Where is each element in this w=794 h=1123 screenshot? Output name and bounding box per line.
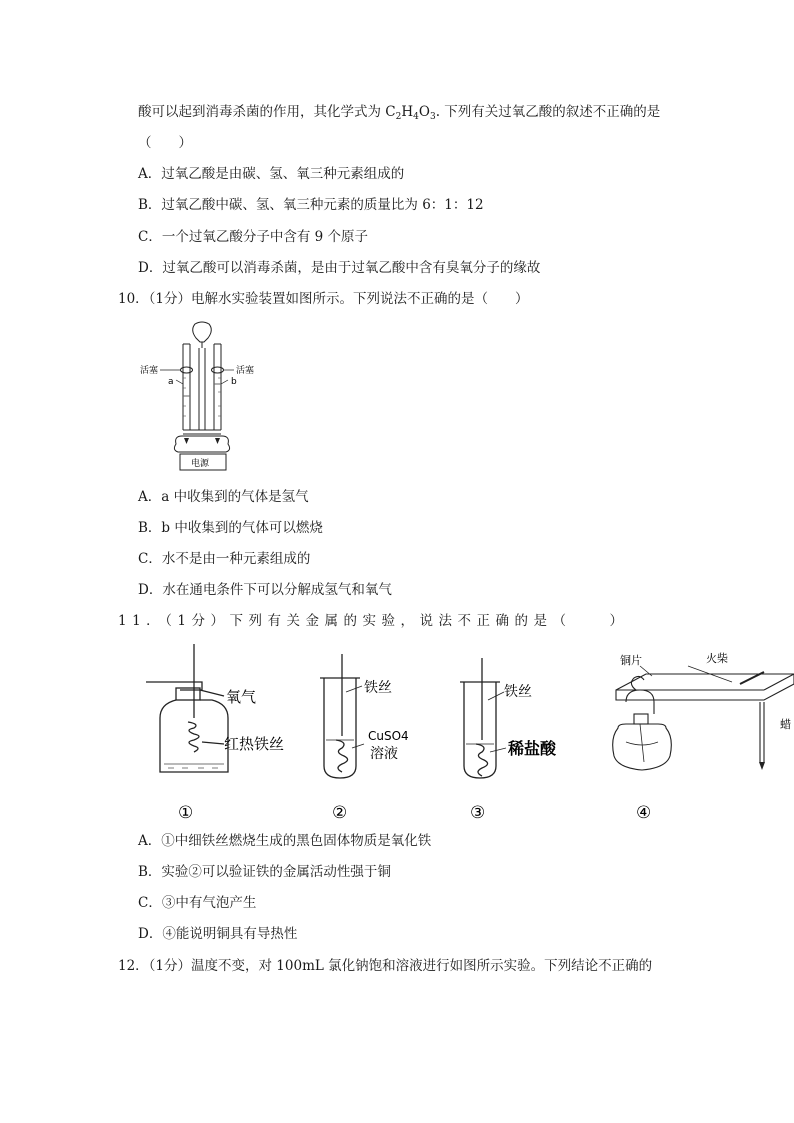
fig11-exp2-wire-label: 铁丝 — [364, 680, 392, 696]
fig11-exp4-apparatus — [613, 666, 794, 770]
q9-option-b: B．过氧乙酸中碳、氢、氧三种元素的质量比为 6：1：12 — [138, 197, 484, 213]
q12-stem: 12．（1分）温度不变，对 100mL 氯化钠饱和溶液进行如图所示实验。下列结论不正确的 — [118, 958, 653, 974]
fig11-exp1-bottle — [146, 644, 228, 772]
fig11-cuso4-label: CuSO4 — [368, 729, 409, 743]
fig11-exp3-test-tube — [460, 658, 506, 778]
fig11-match-label: 火柴 — [706, 652, 728, 665]
fig11-exp1-number: ① — [178, 803, 194, 823]
q9-option-d: D．过氧乙酸可以消毒杀菌，是由于过氧乙酸中含有臭氧分子的缘故 — [138, 260, 541, 276]
q11-option-c: C．③中有气泡产生 — [138, 895, 257, 911]
q11-option-d: D．④能说明铜具有导热性 — [138, 926, 298, 942]
fig11-wax-label: 蜡 — [780, 718, 791, 731]
fig11-dilute-hcl-label: 稀盐酸 — [508, 739, 557, 758]
q10-option-b: B．b 中收集到的气体可以燃烧 — [138, 520, 323, 536]
fig10-power-label: 电源 — [191, 459, 210, 469]
q11-option-a: A．①中细铁丝燃烧生成的黑色固体物质是氧化铁 — [138, 833, 432, 849]
fig10-stopcock-right-label: 活塞 — [236, 366, 255, 376]
q10-stem: 10．（1分）电解水实验装置如图所示。下列说法不正确的是（ ） — [118, 291, 529, 307]
fig11-solution-label: 溶液 — [370, 746, 398, 762]
q11-stem: 11．（1分）下列有关金属的实验，说法不正确的是（ ） — [118, 613, 629, 629]
q9-option-a: A．过氧乙酸是由碳、氢、氧三种元素组成的 — [138, 166, 405, 182]
q11-option-b: B．实验②可以验证铁的金属活动性强于铜 — [138, 864, 391, 880]
electrode-left-icon — [184, 438, 189, 444]
fig11-oxygen-label: 氧气 — [226, 688, 257, 706]
fig11-hot-wire-label: 红热铁丝 — [224, 735, 285, 753]
electrolysis-apparatus-figure — [138, 318, 255, 474]
q9-option-c: C．一个过氧乙酸分子中含有 9 个原子 — [138, 229, 369, 245]
fig11-exp3-wire-label: 铁丝 — [504, 684, 532, 700]
q9-stem-line1: 酸可以起到消毒杀菌的作用，其化学式为 $C_2H_4O_3$. 下列有关过氧乙酸的叙述不正确的是 — [138, 104, 661, 122]
fig11-exp4-number: ④ — [636, 803, 652, 823]
fig11-wax-drop-icon — [759, 762, 765, 770]
fig10-tube-b-label: b — [231, 377, 237, 387]
fig11-exp2-test-tube — [320, 654, 364, 778]
q10-option-d: D．水在通电条件下可以分解成氢气和氧气 — [138, 582, 392, 598]
q10-option-a: A．a 中收集到的气体是氢气 — [138, 489, 309, 505]
electrode-right-icon — [215, 438, 220, 444]
fig10-tube-a-label: a — [168, 377, 174, 387]
q10-option-c: C．水不是由一种元素组成的 — [138, 551, 311, 567]
metal-experiments-figure — [140, 644, 794, 824]
fig11-exp1-water — [164, 764, 224, 768]
q9-answer-paren: （ ） — [138, 135, 192, 151]
fig10-stopcock-left-label: 活塞 — [140, 366, 159, 376]
fig11-exp3-number: ③ — [470, 803, 486, 823]
fig11-exp2-number: ② — [332, 803, 348, 823]
fig11-copper-sheet-label: 铜片 — [620, 654, 642, 667]
